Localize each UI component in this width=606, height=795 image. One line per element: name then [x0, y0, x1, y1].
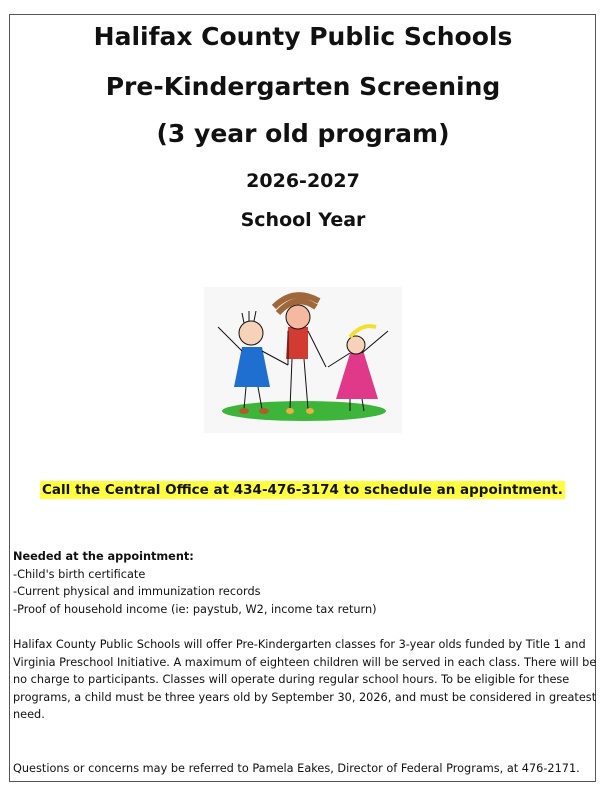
school-year-label: School Year [240, 209, 366, 231]
school-year-range: 2026-2027 [246, 170, 360, 192]
needed-heading: Needed at the appointment: [13, 550, 194, 563]
paragraph-line: Virginia Preschool Initiative. A maximum of eighteen children will be served in each class. There will be [13, 655, 597, 669]
needed-item: -Current physical and immunization records [13, 585, 261, 598]
paragraph-line: no charge to participants. Classes will operate during regular school hours. To be eligible for these [13, 673, 570, 686]
family-clipart-icon [204, 287, 402, 433]
needed-item: -Proof of household income (ie: paystub, W2, income tax return) [13, 602, 377, 616]
program-description [13, 636, 596, 724]
needed-item: -Child's birth certificate [13, 567, 146, 581]
contact-line: Questions or concerns may be referred to Pamela Eakes, Director of Federal Programs, at 476-2171. [13, 762, 580, 775]
paragraph-line: Halifax County Public Schools will offer Pre-Kindergarten classes for 3-year olds funded by Title 1 and [13, 638, 586, 651]
needed-section [13, 548, 377, 618]
title-school-division: Halifax County Public Schools [93, 22, 513, 51]
paragraph-line: programs, a child must be three years old by September 30, 2026, and must be considered in greatest [13, 690, 597, 704]
call-to-action: Call the Central Office at 434-476-3174 to schedule an appointment. [42, 482, 563, 498]
paragraph-line: need. [13, 708, 45, 721]
title-screening: Pre-Kindergarten Screening [105, 72, 501, 101]
title-program: (3 year old program) [156, 119, 450, 148]
